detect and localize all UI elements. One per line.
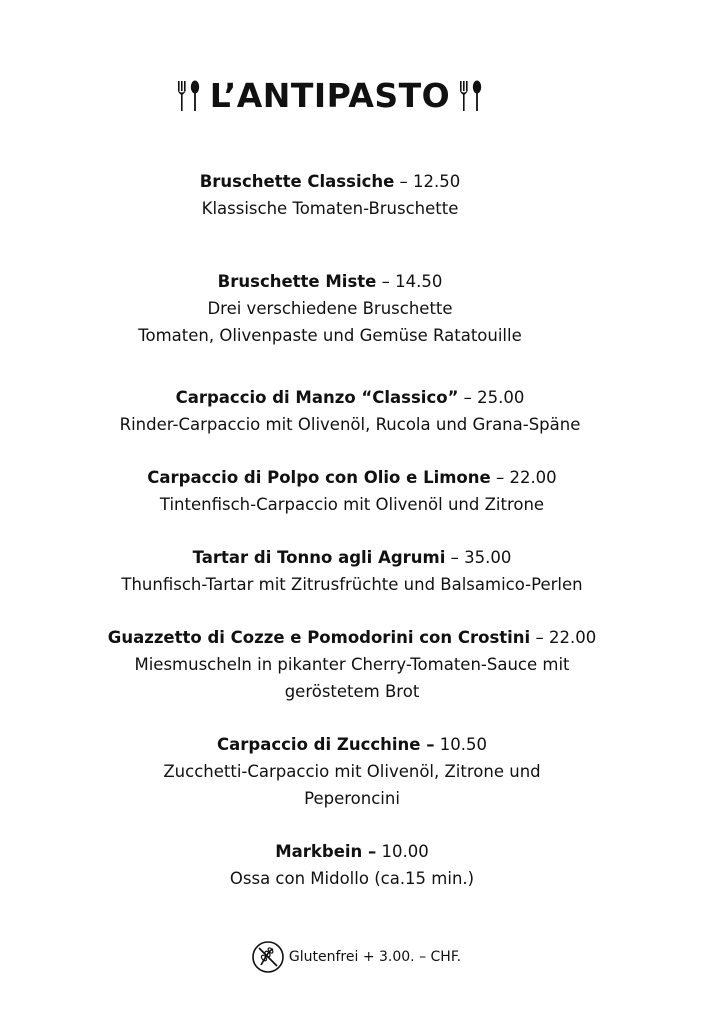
item-description: Thunfisch-Tartar mit Zitrusfrüchte und Balsamico-Perlen (121, 575, 583, 594)
item-heading (0, 624, 708, 651)
item-price: – 12.50 (394, 172, 461, 191)
item-heading (0, 168, 686, 195)
item-price: 10.00 (376, 842, 429, 861)
cutlery-icon (458, 79, 484, 113)
item-description: Rinder-Carpaccio mit Olivenöl, Rucola und Grana-Späne (119, 415, 581, 434)
item-name: Carpaccio di Manzo “Classico” (175, 388, 459, 407)
item-price: – 22.00 (530, 628, 597, 647)
title-text: L’ANTIPASTO (209, 76, 451, 115)
item-heading (0, 384, 706, 411)
menu-item (0, 168, 686, 222)
item-description: Tomaten, Olivenpaste und Gemüse Ratatouille (138, 326, 522, 345)
item-heading (0, 464, 708, 491)
item-heading (0, 544, 708, 571)
item-price: – 35.00 (445, 548, 512, 567)
item-name: Tartar di Tonno agli Agrumi (192, 548, 446, 567)
item-price: 10.50 (434, 735, 487, 754)
item-description: geröstetem Brot (284, 682, 420, 701)
item-name: Bruschette Miste (217, 272, 377, 291)
item-price: – 14.50 (376, 272, 443, 291)
item-heading (0, 731, 708, 758)
item-description: Drei verschiedene Bruschette (207, 299, 453, 318)
menu-item (0, 384, 706, 438)
menu-item (0, 731, 708, 812)
menu-item (0, 624, 708, 705)
item-description: Miesmuscheln in pikanter Cherry-Tomaten-Sauce mit (134, 655, 570, 674)
menu-item (0, 268, 686, 349)
item-heading (0, 838, 708, 865)
item-name: Guazzetto di Cozze e Pomodorini con Crostini (107, 628, 531, 647)
item-description: Peperoncini (304, 789, 400, 808)
item-price: – 22.00 (490, 468, 557, 487)
item-description: Tintenfisch-Carpaccio mit Olivenöl und Zitrone (159, 495, 545, 514)
item-name: Carpaccio di Zucchine – (217, 735, 435, 754)
item-name: Carpaccio di Polpo con Olio e Limone (147, 468, 491, 487)
gluten-free-icon (251, 940, 285, 974)
gluten-free-text: Glutenfrei + 3.00. – CHF. (288, 949, 462, 965)
item-price: – 25.00 (458, 388, 525, 407)
item-description: Ossa con Midollo (ca.15 min.) (229, 869, 475, 888)
item-name: Bruschette Classiche (199, 172, 395, 191)
gluten-free-note (0, 940, 712, 974)
item-heading (0, 268, 686, 295)
page-title (0, 74, 660, 118)
item-name: Markbein – (275, 842, 377, 861)
menu-item (0, 544, 708, 598)
menu-item (0, 464, 708, 518)
item-description: Zucchetti-Carpaccio mit Olivenöl, Zitrone und (163, 762, 541, 781)
menu-item (0, 838, 708, 892)
item-description: Klassische Tomaten-Bruschette (201, 199, 459, 218)
cutlery-icon (176, 79, 202, 113)
